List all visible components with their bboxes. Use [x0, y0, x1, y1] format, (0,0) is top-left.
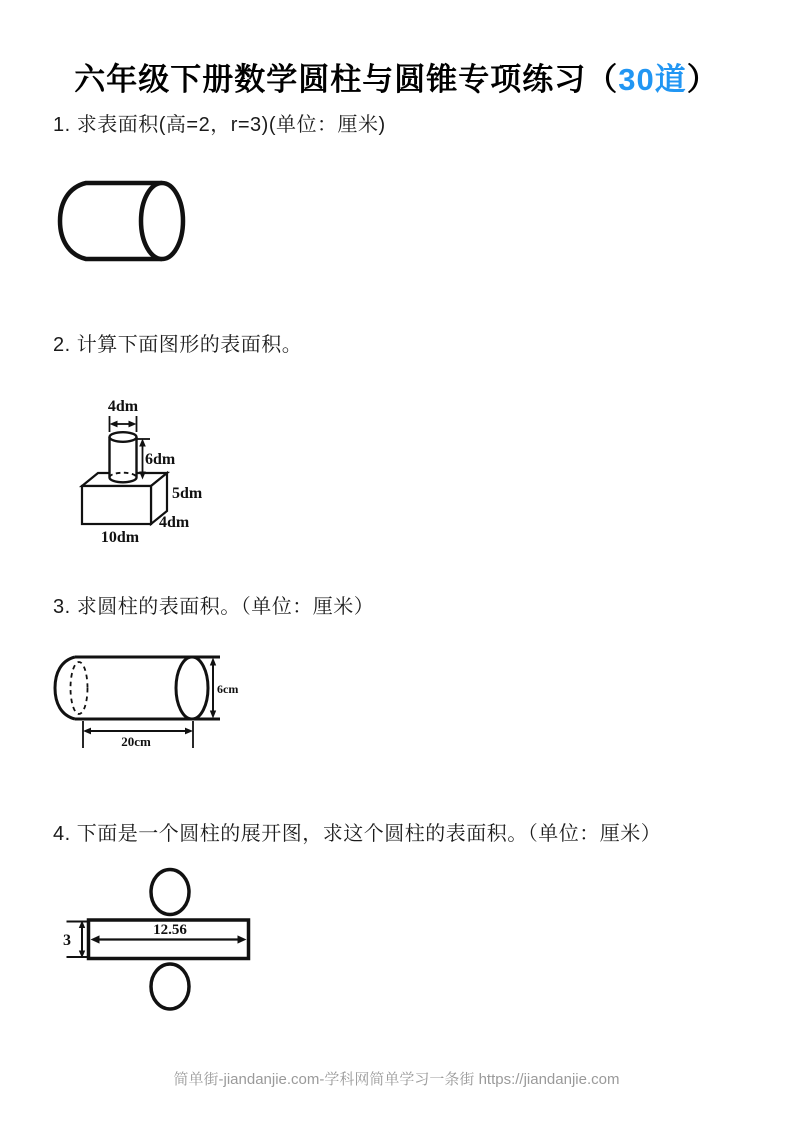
cylinder-drawing [110, 432, 137, 482]
label-box-depth: 4dm [159, 514, 190, 531]
title-text: 六年级下册数学圆柱与圆锥专项练习 [74, 62, 587, 97]
label-diameter: 6cm [217, 682, 239, 696]
figure-q1-cylinder [55, 179, 190, 263]
figure-q2-cylinder-on-box [60, 385, 250, 545]
label-net-width: 12.56 [153, 922, 187, 938]
cylinder-face-ellipse [141, 183, 183, 259]
footer-text: 简单街-jiandanjie.com-学科网简单学习一条街 https://jiandanjie.com [173, 1071, 620, 1088]
question-1-text: 1. 求表面积(高=2，r=3)(单位：厘米) [53, 114, 386, 136]
top-circle [151, 870, 189, 915]
title-count: 30道 [618, 62, 687, 97]
label-box-width: 10dm [100, 529, 140, 545]
label-box-height: 5dm [172, 485, 203, 502]
label-length: 20cm [121, 734, 151, 749]
bottom-circle [151, 964, 189, 1009]
figure-q3-cylinder [50, 640, 240, 770]
title-paren-close: ） [686, 62, 719, 97]
page-title [0, 54, 793, 99]
label-cylinder-diameter: 4dm [107, 398, 139, 415]
figure-q4-cylinder-net [50, 862, 300, 1012]
cylinder-drawing [55, 657, 220, 719]
question-4-text: 4. 下面是一个圆柱的展开图，求这个圆柱的表面积。（单位：厘米） [53, 823, 662, 845]
question-3-text: 3. 求圆柱的表面积。（单位：厘米） [53, 596, 375, 618]
title-paren-open: （ [586, 62, 619, 97]
label-cylinder-height: 6dm [145, 451, 176, 468]
question-2-text: 2. 计算下面图形的表面积。 [53, 334, 303, 356]
label-net-height: 3 [63, 932, 71, 949]
box-drawing [82, 473, 167, 524]
